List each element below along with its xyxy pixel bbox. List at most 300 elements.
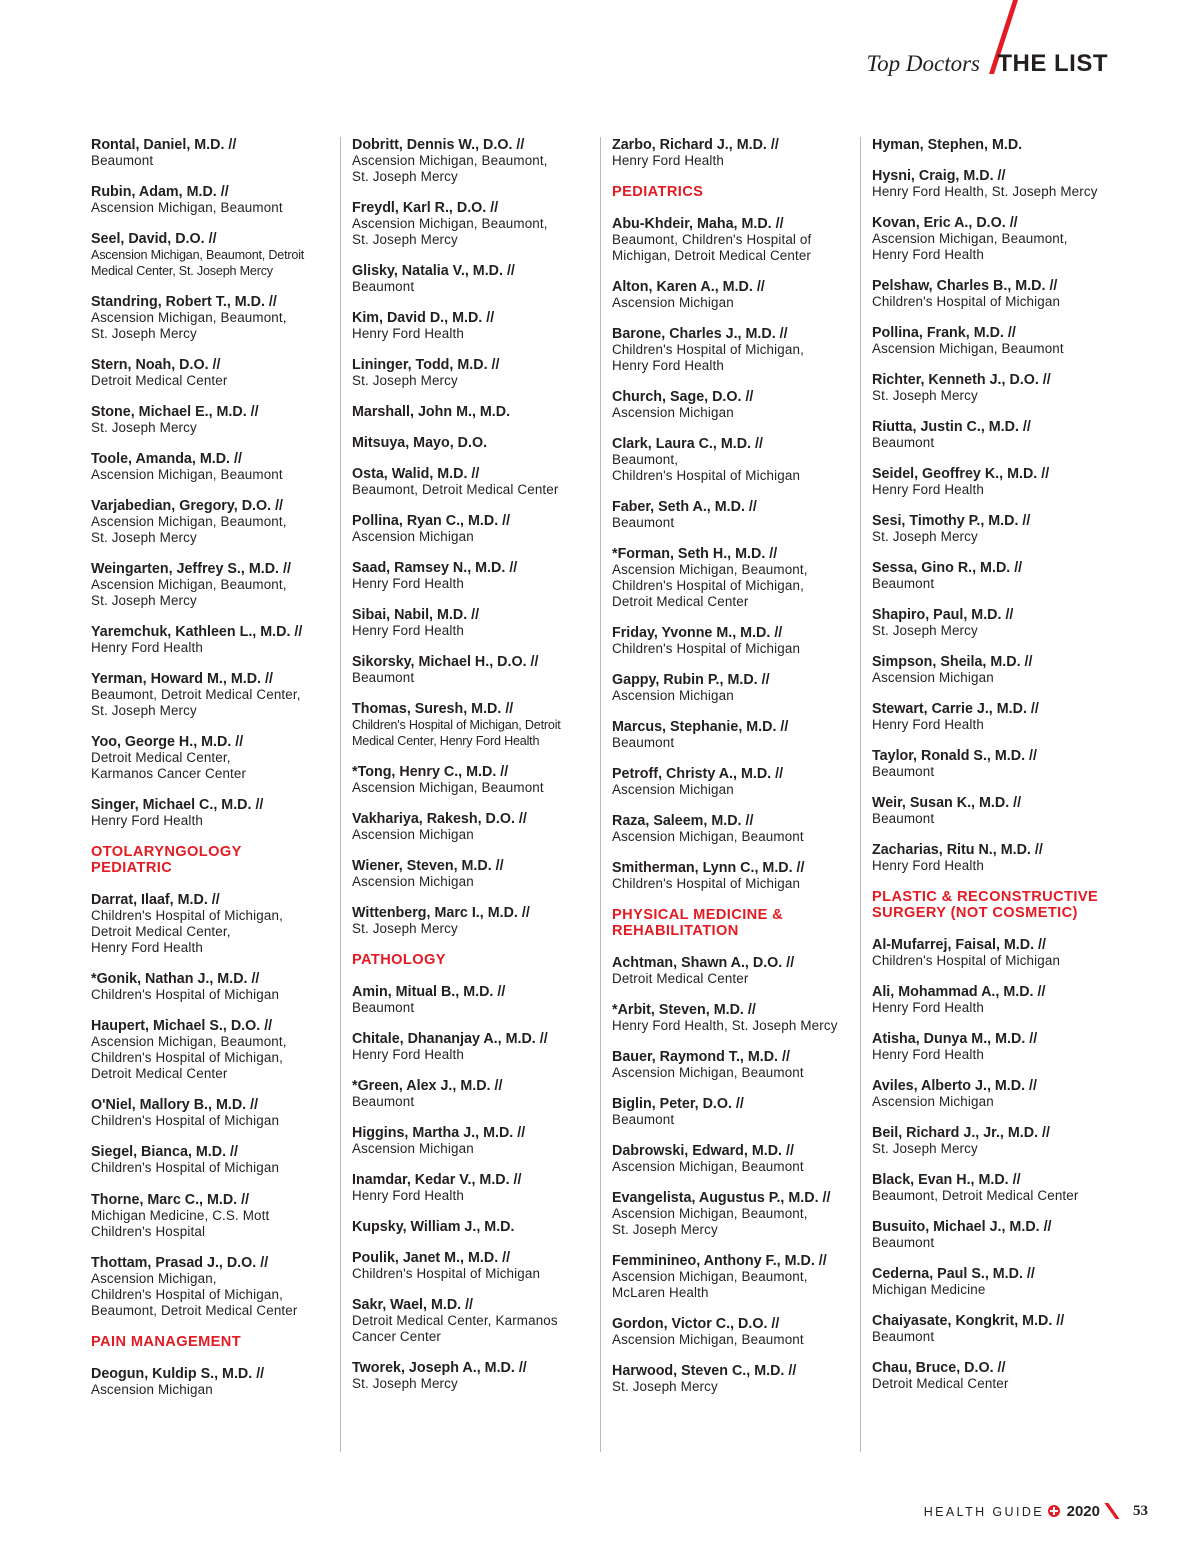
section-heading: PLASTIC & RECONSTRUCTIVE	[872, 889, 1099, 905]
hospital-affiliation: Henry Ford Health	[91, 640, 203, 655]
doctor-name: Mitsuya, Mayo, D.O.	[352, 435, 488, 451]
doctor-name: Toole, Amanda, M.D. //	[91, 451, 242, 467]
hospital-affiliation: Ascension Michigan	[612, 295, 734, 310]
hospital-affiliation: Michigan, Detroit Medical Center	[612, 248, 812, 263]
hospital-affiliation: Beaumont	[872, 576, 935, 591]
doctor-name: Al-Mufarrej, Faisal, M.D. //	[872, 937, 1046, 953]
doctor-name: Sikorsky, Michael H., D.O. //	[352, 654, 539, 670]
hospital-affiliation: St. Joseph Mercy	[612, 1379, 718, 1394]
hospital-affiliation: Ascension Michigan, Beaumont,	[352, 153, 548, 168]
hospital-affiliation: Ascension Michigan, Beaumont	[91, 200, 283, 215]
doctor-entry	[352, 435, 600, 451]
hospital-affiliation: Beaumont	[872, 811, 935, 826]
doctor-name: Zacharias, Ritu N., M.D. //	[872, 842, 1043, 858]
hospital-affiliation: Henry Ford Health	[352, 623, 464, 638]
doctor-name: Sesi, Timothy P., M.D. //	[872, 513, 1031, 529]
doctor-entry	[612, 1002, 860, 1034]
doctor-name: Hysni, Craig, M.D. //	[872, 168, 1006, 184]
hospital-affiliation: Beaumont	[352, 279, 415, 294]
doctor-entry	[872, 748, 1120, 780]
doctor-entry	[91, 671, 339, 719]
doctor-entry	[612, 1253, 860, 1301]
hospital-affiliation: Beaumont	[872, 1329, 935, 1344]
doctor-name: Raza, Saleem, M.D. //	[612, 813, 754, 829]
doctor-entry	[352, 560, 600, 592]
doctor-name: Dobritt, Dennis W., D.O. //	[352, 137, 525, 153]
doctor-name: Kim, David D., M.D. //	[352, 310, 495, 326]
doctor-entry	[91, 892, 339, 956]
section-title: Top Doctors	[866, 51, 980, 76]
hospital-affiliation: Ascension Michigan	[352, 874, 474, 889]
red-slash-icon	[1104, 1503, 1119, 1519]
doctor-name: Simpson, Sheila, M.D. //	[872, 654, 1033, 670]
doctor-entry	[91, 404, 339, 436]
doctor-entry	[612, 326, 860, 374]
doctor-entry	[872, 1125, 1120, 1157]
hospital-affiliation: Beaumont	[612, 735, 675, 750]
hospital-affiliation: Beaumont,	[612, 452, 679, 467]
doctor-entry	[872, 1078, 1120, 1110]
doctor-name: Stern, Noah, D.O. //	[91, 357, 221, 373]
doctor-entry	[612, 546, 860, 610]
doctor-name: Rontal, Daniel, M.D. //	[91, 137, 237, 153]
doctor-entry	[872, 560, 1120, 592]
doctor-entry	[872, 419, 1120, 451]
hospital-affiliation: Children's Hospital of Michigan	[352, 1266, 541, 1281]
doctor-name: Riutta, Justin C., M.D. //	[872, 419, 1031, 435]
doctor-name: Bauer, Raymond T., M.D. //	[612, 1049, 790, 1065]
doctor-name: Standring, Robert T., M.D. //	[91, 294, 277, 310]
doctor-entry	[91, 561, 339, 609]
hospital-affiliation: Ascension Michigan, Beaumont	[612, 1065, 804, 1080]
hospital-affiliation: Beaumont	[872, 764, 935, 779]
hospital-affiliation: Ascension Michigan, Beaumont,	[612, 1269, 808, 1284]
hospital-affiliation: Detroit Medical Center	[612, 971, 749, 986]
doctor-entry	[612, 625, 860, 657]
doctor-name: Sakr, Wael, M.D. //	[352, 1297, 474, 1313]
hospital-affiliation: Henry Ford Health, St. Joseph Mercy	[612, 1018, 838, 1033]
hospital-affiliation: Henry Ford Health	[872, 717, 984, 732]
doctor-name: Rubin, Adam, M.D. //	[91, 184, 229, 200]
hospital-affiliation: Henry Ford Health	[872, 247, 984, 262]
hospital-affiliation: Beaumont	[612, 1112, 675, 1127]
hospital-affiliation: St. Joseph Mercy	[91, 326, 197, 341]
doctor-entry	[612, 389, 860, 421]
hospital-affiliation: Beaumont	[352, 670, 415, 685]
hospital-affiliation: Children's Hospital of Michigan	[872, 294, 1061, 309]
hospital-affiliation: Children's Hospital of Michigan	[91, 1160, 280, 1175]
doctor-entry	[612, 499, 860, 531]
doctor-list	[91, 137, 1121, 1452]
hospital-affiliation: Beaumont, Detroit Medical Center	[352, 482, 559, 497]
hospital-affiliation: Ascension Michigan,	[91, 1271, 217, 1286]
doctor-name: Kupsky, William J., M.D.	[352, 1219, 515, 1235]
hospital-affiliation: Michigan Medicine, C.S. Mott	[91, 1208, 270, 1223]
doctor-name: Chau, Bruce, D.O. //	[872, 1360, 1006, 1376]
doctor-entry	[612, 813, 860, 845]
doctor-entry	[352, 200, 600, 248]
doctor-entry	[612, 216, 860, 264]
hospital-affiliation: Children's Hospital of Michigan,	[91, 1050, 283, 1065]
hospital-affiliation: Ascension Michigan, Beaumont,	[91, 514, 287, 529]
section-heading: PATHOLOGY	[352, 952, 446, 968]
doctor-entry	[352, 858, 600, 890]
doctor-entry	[872, 1266, 1120, 1298]
doctor-entry	[352, 1078, 600, 1110]
doctor-name: Saad, Ramsey N., M.D. //	[352, 560, 518, 576]
hospital-affiliation: Ascension Michigan	[352, 827, 474, 842]
hospital-affiliation: Henry Ford Health	[352, 576, 464, 591]
hospital-affiliation: Ascension Michigan	[872, 1094, 994, 1109]
doctor-entry	[352, 466, 600, 498]
doctor-name: Biglin, Peter, D.O. //	[612, 1096, 744, 1112]
hospital-affiliation: Beaumont	[352, 1000, 415, 1015]
doctor-name: Church, Sage, D.O. //	[612, 389, 754, 405]
section-heading: PAIN MANAGEMENT	[91, 1334, 242, 1350]
hospital-affiliation: St. Joseph Mercy	[91, 420, 197, 435]
doctor-name: Sibai, Nabil, M.D. //	[352, 607, 480, 623]
doctor-name: Pelshaw, Charles B., M.D. //	[872, 278, 1058, 294]
doctor-entry	[872, 937, 1120, 969]
doctor-name: Poulik, Janet M., M.D. //	[352, 1250, 511, 1266]
doctor-entry	[352, 701, 600, 749]
doctor-name: *Gonik, Nathan J., M.D. //	[91, 971, 260, 987]
doctor-entry	[872, 1172, 1120, 1204]
doctor-entry	[612, 672, 860, 704]
publication-year: 2020	[1066, 1503, 1100, 1520]
hospital-affiliation: Detroit Medical Center	[872, 1376, 1009, 1391]
doctor-entry	[352, 357, 600, 389]
hospital-affiliation: Beaumont	[91, 153, 154, 168]
doctor-name: Darrat, Ilaaf, M.D. //	[91, 892, 220, 908]
hospital-affiliation: Karmanos Cancer Center	[91, 766, 247, 781]
doctor-name: Wiener, Steven, M.D. //	[352, 858, 504, 874]
doctor-entry	[91, 1097, 339, 1129]
hospital-affiliation: Michigan Medicine	[872, 1282, 986, 1297]
doctor-name: Dabrowski, Edward, M.D. //	[612, 1143, 794, 1159]
section-heading: SURGERY (NOT COSMETIC)	[872, 905, 1078, 921]
hospital-affiliation: Ascension Michigan, Beaumont	[612, 829, 804, 844]
doctor-name: Marshall, John M., M.D.	[352, 404, 511, 420]
doctor-entry	[91, 498, 339, 546]
doctor-name: Weir, Susan K., M.D. //	[872, 795, 1022, 811]
doctor-name: *Forman, Seth H., M.D. //	[612, 546, 778, 562]
doctor-name: Thottam, Prasad J., D.O. //	[91, 1255, 269, 1271]
doctor-name: Vakhariya, Rakesh, D.O. //	[352, 811, 527, 827]
doctor-entry	[91, 1366, 339, 1398]
doctor-entry	[352, 137, 600, 185]
section-heading: PEDIATRICS	[612, 184, 704, 200]
doctor-entry	[352, 905, 600, 937]
hospital-affiliation: Detroit Medical Center	[91, 1066, 228, 1081]
hospital-affiliation: Children's Hospital of Michigan	[612, 468, 801, 483]
doctor-name: Amin, Mitual B., M.D. //	[352, 984, 506, 1000]
hospital-affiliation: St. Joseph Mercy	[352, 169, 458, 184]
doctor-entry	[352, 1250, 600, 1282]
doctor-entry	[352, 263, 600, 295]
section-heading: PEDIATRIC	[91, 860, 173, 876]
doctor-entry	[872, 1360, 1120, 1392]
hospital-affiliation: Ascension Michigan	[612, 688, 734, 703]
doctor-name: *Arbit, Steven, M.D. //	[612, 1002, 756, 1018]
hospital-affiliation: St. Joseph Mercy	[91, 593, 197, 608]
doctor-name: Marcus, Stephanie, M.D. //	[612, 719, 789, 735]
hospital-affiliation: Children's Hospital of Michigan,	[612, 342, 804, 357]
doctor-name: Chitale, Dhananjay A., M.D. //	[352, 1031, 548, 1047]
doctor-name: Faber, Seth A., M.D. //	[612, 499, 757, 515]
doctor-name: Stone, Michael E., M.D. //	[91, 404, 259, 420]
doctor-entry	[352, 1297, 600, 1345]
doctor-entry	[352, 1125, 600, 1157]
doctor-name: Sessa, Gino R., M.D. //	[872, 560, 1023, 576]
doctor-entry	[872, 137, 1120, 153]
doctor-entry	[872, 466, 1120, 498]
doctor-name: Clark, Laura C., M.D. //	[612, 436, 763, 452]
hospital-affiliation: Henry Ford Health	[872, 1000, 984, 1015]
hospital-affiliation: Henry Ford Health	[91, 940, 203, 955]
hospital-affiliation: St. Joseph Mercy	[872, 1141, 978, 1156]
doctor-entry	[91, 357, 339, 389]
hospital-affiliation: Ascension Michigan, Beaumont	[91, 467, 283, 482]
hospital-affiliation: Ascension Michigan, Beaumont	[352, 780, 544, 795]
page-number: 53	[1133, 1503, 1148, 1519]
hospital-affiliation: Henry Ford Health	[612, 153, 724, 168]
doctor-name: Petroff, Christy A., M.D. //	[612, 766, 784, 782]
doctor-entry	[352, 607, 600, 639]
doctor-name: Siegel, Bianca, M.D. //	[91, 1144, 238, 1160]
doctor-name: *Tong, Henry C., M.D. //	[352, 764, 509, 780]
column-2	[352, 137, 600, 1452]
hospital-affiliation: Children's Hospital of Michigan	[612, 641, 801, 656]
doctor-entry	[91, 1018, 339, 1082]
hospital-affiliation: St. Joseph Mercy	[872, 623, 978, 638]
doctor-name: Tworek, Joseph A., M.D. //	[352, 1360, 527, 1376]
doctor-entry	[352, 513, 600, 545]
doctor-entry	[91, 624, 339, 656]
doctor-entry	[612, 1190, 860, 1238]
publication-name: HEALTH GUIDE	[923, 1505, 1044, 1519]
hospital-affiliation: Detroit Medical Center, Karmanos	[352, 1313, 558, 1328]
doctor-name: Singer, Michael C., M.D. //	[91, 797, 264, 813]
doctor-entry	[612, 766, 860, 798]
hospital-affiliation: Beaumont	[872, 1235, 935, 1250]
doctor-name: Kovan, Eric A., D.O. //	[872, 215, 1018, 231]
doctor-name: Chaiyasate, Kongkrit, M.D. //	[872, 1313, 1065, 1329]
hospital-affiliation: Henry Ford Health	[872, 482, 984, 497]
hospital-affiliation: Detroit Medical Center,	[91, 924, 231, 939]
doctor-entry	[91, 137, 339, 169]
hospital-affiliation: Henry Ford Health	[91, 813, 203, 828]
doctor-entry	[612, 1049, 860, 1081]
hospital-affiliation: Ascension Michigan, Beaumont,	[91, 577, 287, 592]
doctor-entry	[872, 215, 1120, 263]
doctor-name: Thomas, Suresh, M.D. //	[352, 701, 514, 717]
list-label: THE LIST	[997, 50, 1108, 77]
hospital-affiliation: Ascension Michigan, Beaumont	[872, 341, 1064, 356]
section-heading: PHYSICAL MEDICINE &	[612, 907, 784, 923]
doctor-entry	[91, 184, 339, 216]
doctor-name: Evangelista, Augustus P., M.D. //	[612, 1190, 831, 1206]
hospital-affiliation: Ascension Michigan	[352, 529, 474, 544]
doctor-name: Lininger, Todd, M.D. //	[352, 357, 500, 373]
hospital-affiliation: Beaumont, Detroit Medical Center	[91, 1303, 298, 1318]
doctor-entry	[352, 764, 600, 796]
hospital-affiliation: Henry Ford Health	[352, 1047, 464, 1062]
doctor-name: Inamdar, Kedar V., M.D. //	[352, 1172, 522, 1188]
doctor-entry	[872, 654, 1120, 686]
doctor-name: Stewart, Carrie J., M.D. //	[872, 701, 1039, 717]
doctor-entry	[872, 1031, 1120, 1063]
hospital-affiliation: St. Joseph Mercy	[352, 232, 458, 247]
doctor-name: Smitherman, Lynn C., M.D. //	[612, 860, 805, 876]
doctor-name: Cederna, Paul S., M.D. //	[872, 1266, 1035, 1282]
doctor-entry	[91, 797, 339, 829]
section-heading: OTOLARYNGOLOGY	[91, 844, 242, 860]
doctor-name: Pollina, Ryan C., M.D. //	[352, 513, 511, 529]
hospital-affiliation: Ascension Michigan, Beaumont	[612, 1159, 804, 1174]
doctor-entry	[352, 1219, 600, 1235]
doctor-entry	[872, 1219, 1120, 1251]
doctor-entry	[612, 1096, 860, 1128]
doctor-entry	[352, 1360, 600, 1392]
doctor-entry	[91, 294, 339, 342]
hospital-affiliation: Detroit Medical Center	[612, 594, 749, 609]
hospital-affiliation: Henry Ford Health	[872, 858, 984, 873]
doctor-entry	[872, 168, 1120, 200]
doctor-name: Pollina, Frank, M.D. //	[872, 325, 1016, 341]
hospital-affiliation: McLaren Health	[612, 1285, 709, 1300]
hospital-affiliation: St. Joseph Mercy	[352, 1376, 458, 1391]
doctor-entry	[91, 734, 339, 782]
hospital-affiliation: Ascension Michigan	[612, 782, 734, 797]
hospital-affiliation: Ascension Michigan, Beaumont,	[91, 310, 287, 325]
doctor-name: O'Niel, Mallory B., M.D. //	[91, 1097, 259, 1113]
doctor-name: Gordon, Victor C., D.O. //	[612, 1316, 780, 1332]
doctor-name: Ali, Mohammad A., M.D. //	[872, 984, 1046, 1000]
hospital-affiliation: Beaumont	[352, 1094, 415, 1109]
doctor-name: Thorne, Marc C., M.D. //	[91, 1192, 250, 1208]
doctor-name: Gappy, Rubin P., M.D. //	[612, 672, 770, 688]
hospital-affiliation: St. Joseph Mercy	[352, 373, 458, 388]
doctor-entry	[91, 971, 339, 1003]
doctor-entry	[612, 279, 860, 311]
hospital-affiliation: Children's Hospital	[91, 1224, 206, 1239]
hospital-affiliation: Children's Hospital of Michigan	[91, 1113, 280, 1128]
doctor-entry	[352, 1172, 600, 1204]
doctor-name: Yaremchuk, Kathleen L., M.D. //	[91, 624, 303, 640]
doctor-name: Busuito, Michael J., M.D. //	[872, 1219, 1052, 1235]
doctor-name: Friday, Yvonne M., M.D. //	[612, 625, 783, 641]
section-heading: REHABILITATION	[612, 923, 739, 939]
doctor-entry	[872, 795, 1120, 827]
hospital-affiliation: St. Joseph Mercy	[872, 529, 978, 544]
doctor-entry	[352, 654, 600, 686]
hospital-affiliation: Ascension Michigan, Beaumont,	[612, 562, 808, 577]
doctor-name: Barone, Charles J., M.D. //	[612, 326, 788, 342]
hospital-affiliation: Medical Center, St. Joseph Mercy	[91, 264, 273, 278]
hospital-affiliation: Henry Ford Health	[612, 358, 724, 373]
doctor-entry	[612, 719, 860, 751]
doctor-entry	[612, 860, 860, 892]
doctor-name: Femminineo, Anthony F., M.D. //	[612, 1253, 827, 1269]
hospital-affiliation: Children's Hospital of Michigan, Detroit	[352, 718, 561, 732]
hospital-affiliation: Children's Hospital of Michigan,	[612, 578, 804, 593]
hospital-affiliation: Henry Ford Health	[352, 1188, 464, 1203]
hospital-affiliation: Ascension Michigan, Beaumont,	[352, 216, 548, 231]
doctor-name: Richter, Kenneth J., D.O. //	[872, 372, 1051, 388]
doctor-name: Shapiro, Paul, M.D. //	[872, 607, 1014, 623]
doctor-entry	[872, 842, 1120, 874]
doctor-entry	[612, 1316, 860, 1348]
doctor-entry	[91, 231, 339, 279]
hospital-affiliation: Detroit Medical Center	[91, 373, 228, 388]
hospital-affiliation: Beaumont, Detroit Medical Center,	[91, 687, 301, 702]
hospital-affiliation: Henry Ford Health	[352, 326, 464, 341]
hospital-affiliation: Ascension Michigan	[91, 1382, 213, 1397]
doctor-name: Alton, Karen A., M.D. //	[612, 279, 765, 295]
doctor-entry	[872, 1313, 1120, 1345]
doctor-name: Harwood, Steven C., M.D. //	[612, 1363, 797, 1379]
doctor-entry	[352, 811, 600, 843]
hospital-affiliation: Beaumont	[612, 515, 675, 530]
hospital-affiliation: Children's Hospital of Michigan	[91, 987, 280, 1002]
hospital-affiliation: St. Joseph Mercy	[872, 388, 978, 403]
column-4	[872, 137, 1120, 1452]
doctor-entry	[872, 984, 1120, 1016]
hospital-affiliation: Ascension Michigan, Beaumont,	[612, 1206, 808, 1221]
doctor-entry	[352, 404, 600, 420]
doctor-entry	[91, 1192, 339, 1240]
doctor-name: Seel, David, D.O. //	[91, 231, 217, 247]
doctor-entry	[872, 325, 1120, 357]
doctor-entry	[91, 1255, 339, 1319]
hospital-affiliation: Cancer Center	[352, 1329, 442, 1344]
hospital-affiliation: Ascension Michigan, Beaumont,	[91, 1034, 287, 1049]
doctor-name: Seidel, Geoffrey K., M.D. //	[872, 466, 1050, 482]
hospital-affiliation: Ascension Michigan	[872, 670, 994, 685]
doctor-entry	[352, 984, 600, 1016]
hospital-affiliation: Henry Ford Health	[872, 1047, 984, 1062]
doctor-name: Deogun, Kuldip S., M.D. //	[91, 1366, 265, 1382]
hospital-affiliation: Children's Hospital of Michigan	[612, 876, 801, 891]
doctor-entry	[872, 607, 1120, 639]
doctor-entry	[612, 1143, 860, 1175]
hospital-affiliation: Children's Hospital of Michigan,	[91, 1287, 283, 1302]
doctor-name: Black, Evan H., M.D. //	[872, 1172, 1021, 1188]
doctor-entry	[872, 701, 1120, 733]
doctor-name: Taylor, Ronald S., M.D. //	[872, 748, 1037, 764]
hospital-affiliation: Henry Ford Health, St. Joseph Mercy	[872, 184, 1098, 199]
doctor-name: Zarbo, Richard J., M.D. //	[612, 137, 779, 153]
doctor-entry	[872, 278, 1120, 310]
hospital-affiliation: Ascension Michigan, Beaumont,	[872, 231, 1068, 246]
column-1	[91, 137, 339, 1452]
doctor-entry	[352, 310, 600, 342]
doctor-name: Abu-Khdeir, Maha, M.D. //	[612, 216, 784, 232]
hospital-affiliation: St. Joseph Mercy	[91, 703, 197, 718]
doctor-name: Yoo, George H., M.D. //	[91, 734, 244, 750]
red-cross-icon	[1048, 1505, 1060, 1517]
hospital-affiliation: Beaumont, Detroit Medical Center	[872, 1188, 1079, 1203]
doctor-entry	[612, 137, 860, 169]
doctor-name: Achtman, Shawn A., D.O. //	[612, 955, 795, 971]
hospital-affiliation: Ascension Michigan, Beaumont, Detroit	[91, 248, 305, 262]
hospital-affiliation: Children's Hospital of Michigan,	[91, 908, 283, 923]
doctor-name: Freydl, Karl R., D.O. //	[352, 200, 499, 216]
hospital-affiliation: Children's Hospital of Michigan	[872, 953, 1061, 968]
hospital-affiliation: Detroit Medical Center,	[91, 750, 231, 765]
doctor-name: Aviles, Alberto J., M.D. //	[872, 1078, 1037, 1094]
